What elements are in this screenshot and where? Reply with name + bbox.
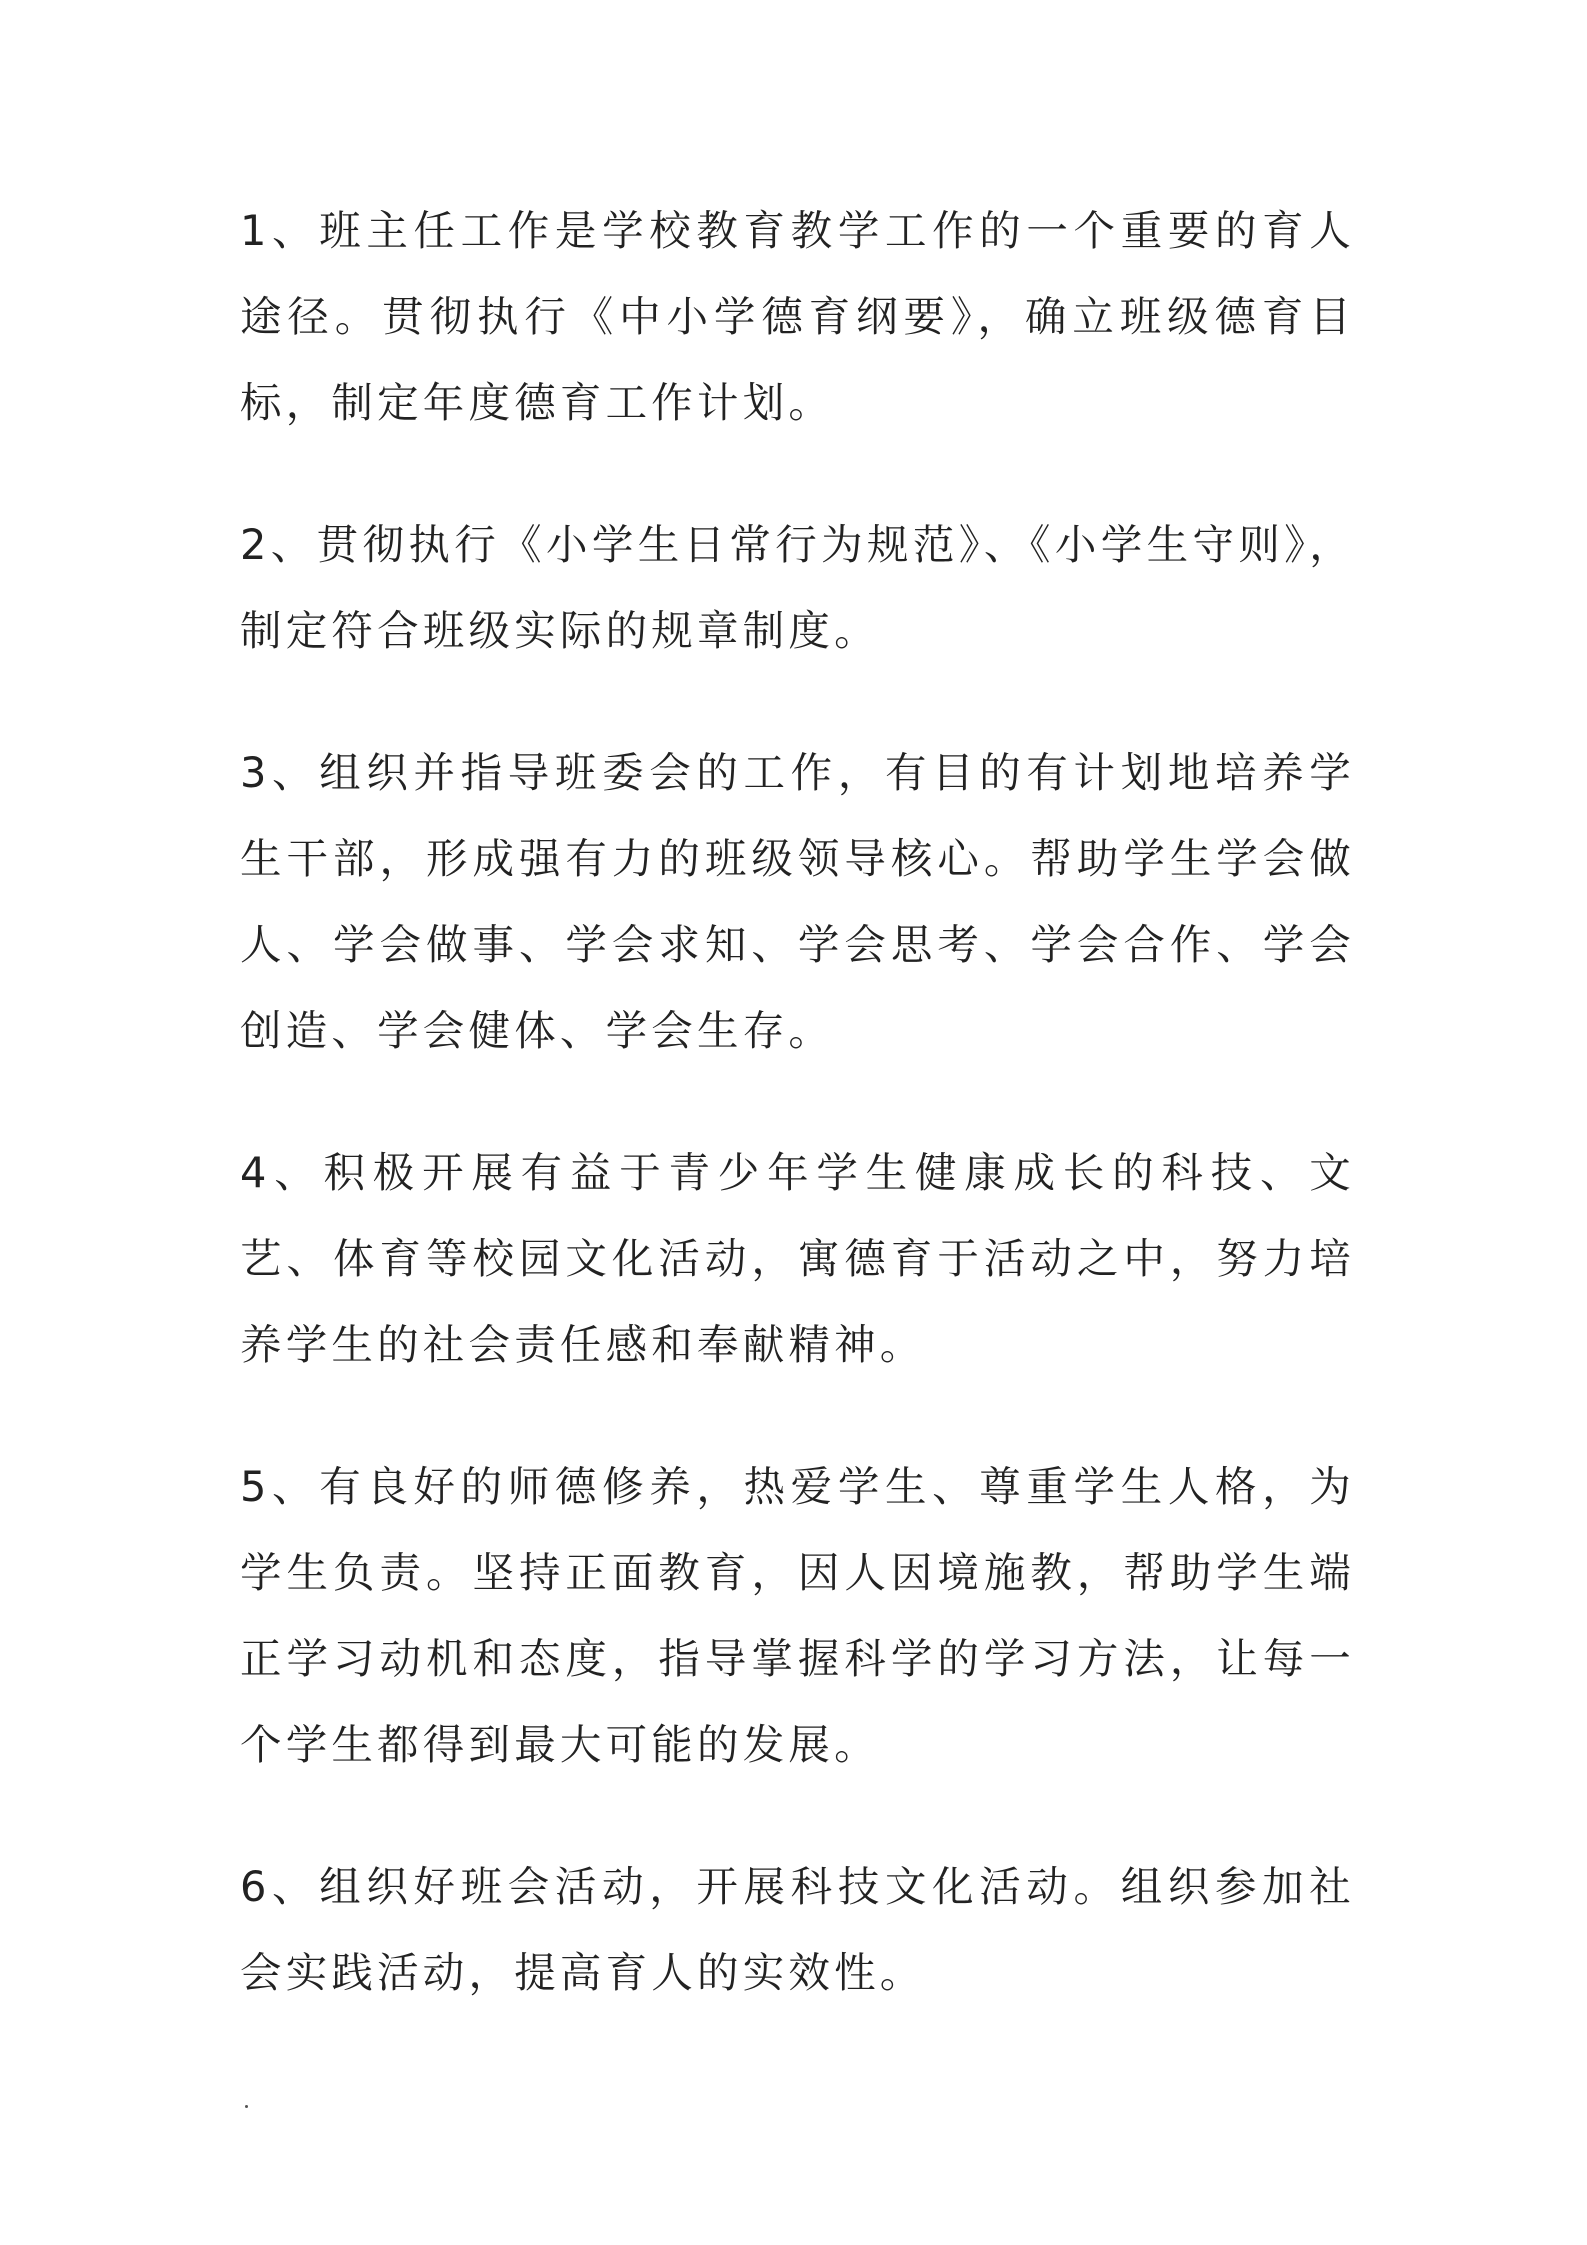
paragraph-5: 5、有良好的师德修养，热爱学生、尊重学生人格，为学生负责。坚持正面教育，因人因境施教，帮助学生端正学习动机和态度，指导掌握科学的学习方法，让每一个学生都得到最大可能的发展。 [240,1462,1355,1769]
paragraph-6: 6、组织好班会活动，开展科技文化活动。组织参加社会实践活动，提高育人的实效性。 [240,1862,1355,1997]
paragraph-4: 4、积极开展有益于青少年学生健康成长的科技、文艺、体育等校园文化活动，寓德育于活动之中，努力培养学生的社会责任感和奉献精神。 [240,1148,1355,1369]
footer-dot [245,2105,248,2108]
paragraph-3: 3、组织并指导班委会的工作，有目的有计划地培养学生干部，形成强有力的班级领导核心。帮助学生学会做人、学会做事、学会求知、学会思考、学会合作、学会创造、学会健体、学会生存。 [240,748,1355,1055]
paragraph-2: 2、贯彻执行《小学生日常行为规范》、《小学生守则》，制定符合班级实际的规章制度。 [240,520,1355,655]
paragraph-1: 1、班主任工作是学校教育教学工作的一个重要的育人途径。贯彻执行《中小学德育纲要》，确立班级德育目标，制定年度德育工作计划。 [240,206,1355,427]
document-body [240,188,1355,2016]
